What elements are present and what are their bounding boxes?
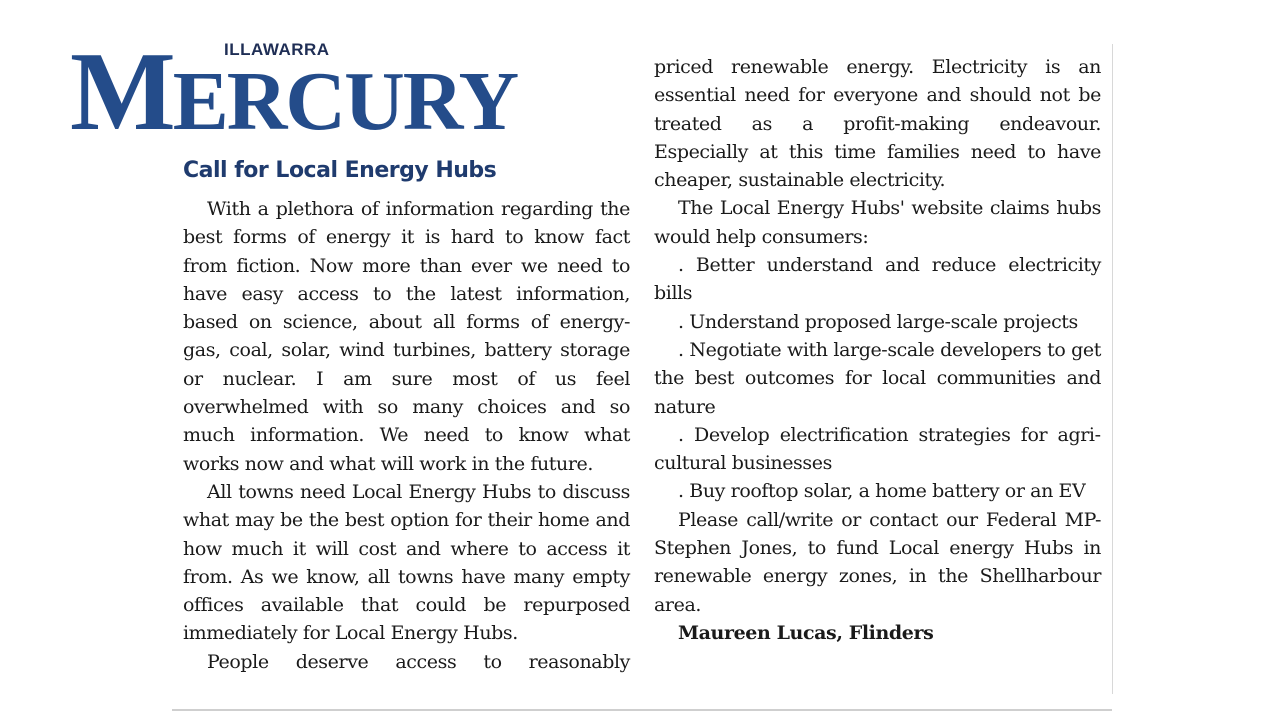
article-paragraph: priced renewable energy. Electricity is an essential need for everyone and should not be treated as a profit-making endeavour. Especially at this time families need to have cheaper, sustainable electricity. [654, 56, 1101, 192]
article-paragraph: The Local Energy Hubs' website claims hubs would help consumers: [654, 197, 1101, 248]
article-paragraph: People deserve access to reasonably [207, 650, 630, 673]
article-column-right [654, 53, 1101, 647]
bullet-item: . Negotiate with large-scale developers to get the best outcomes for local communities and nature [654, 338, 1101, 418]
article-paragraph: With a plethora of information regarding the best forms of energy it is hard to know fact from fiction. Now more than ever we need to have easy access to the latest information, based on science, about all forms of energy- gas, coal, solar, wind turbines, battery storage or nuclear. I am sure most of us feel overwhelmed with so many choices and so much information. We need to know what works now and what will work in the future. [183, 198, 630, 475]
bullet-item: . Understand proposed large-scale projects [678, 310, 1078, 333]
column-divider [1112, 44, 1113, 694]
masthead-region: ILLAWARRA [224, 40, 330, 59]
article-paragraph: Please call/write or contact our Federal MP- Stephen Jones, to fund Local energy Hubs in renewable energy zones, in the Shellharbour area. [654, 508, 1101, 616]
masthead-title-rest: ERCURY [172, 55, 518, 148]
bottom-rule [172, 709, 1112, 711]
masthead [70, 30, 590, 154]
letter-signature: Maureen Lucas, Flinders [678, 621, 934, 644]
article-column-left [183, 195, 630, 676]
masthead-title-cap: M [70, 30, 173, 154]
bullet-item: . Develop electrification strategies for agricultural businesses [654, 423, 1101, 475]
bullet-item: . Better understand and reduce electricity bills [654, 254, 1101, 305]
article-paragraph: All towns need Local Energy Hubs to discuss what may be the best option for their home and how much it will cost and where to access it from. As we know, all towns have many empty offices available that could be repurposed immediately for Local Energy Hubs. [183, 480, 630, 645]
article-headline: Call for Local Energy Hubs [183, 158, 497, 183]
bullet-item: . Buy rooftop solar, a home battery or an EV [678, 480, 1086, 503]
